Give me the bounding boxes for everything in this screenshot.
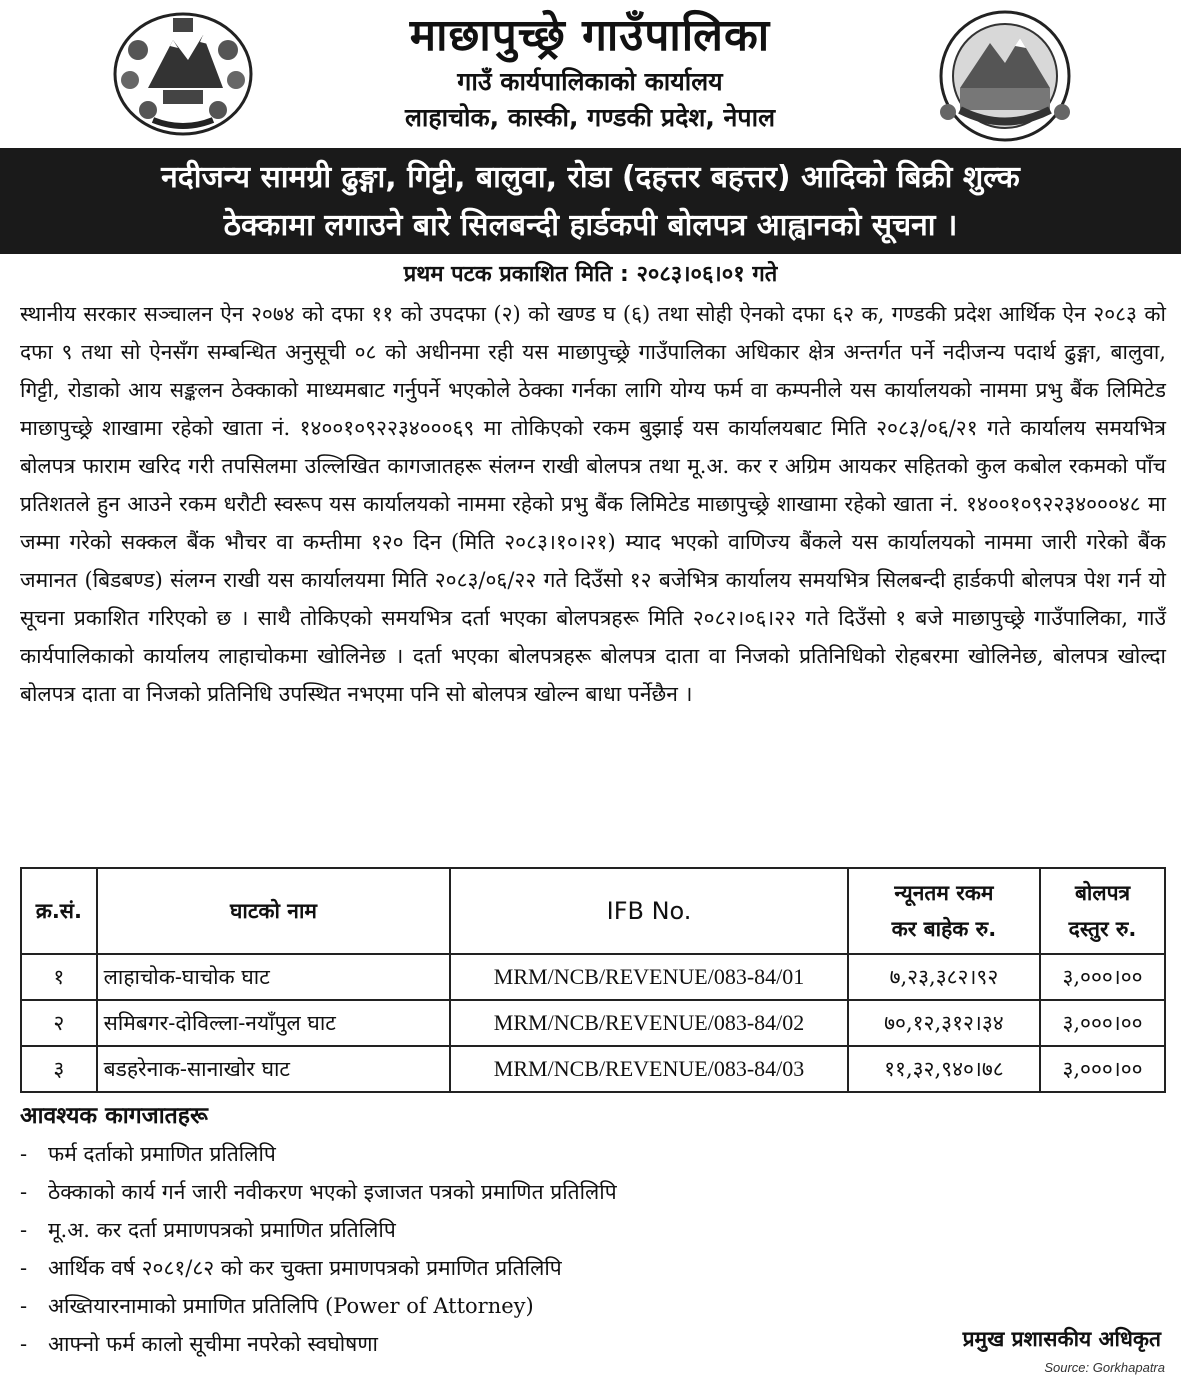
list-dash: - [20, 1294, 28, 1318]
notice-body-paragraph: स्थानीय सरकार सञ्चालन ऐन २०७४ को दफा ११ को उपदफा (२) को खण्ड घ (६) तथा सोही ऐनको दफा ६२ क, गण्डकी प्रदेश आर्थिक ऐन २०८३ को दफा ९ तथा सो ऐनसँग सम्बन्धित अनुसूची ०८ को अधीनमा रही यस माछापुच्छ्रे गाउँपालिका अधिकार क्षेत्र अन्तर्गत पर्ने नदीजन्य पदार्थ ढुङ्गा, बालुवा, गिट्टी, रोडाको आय सङ्कलन ठेक्काको माध्यमबाट गर्नुपर्ने भएकोले ठेक्का गर्नका लागि योग्य फर्म वा कम्पनीले यस कार्यालयको नाममा प्रभु बैंक लिमिटेड माछापुच्छ्रे शाखामा रहेको खाता नं. १४००१०९२२३४०००६९ मा तोकिएको रकम बुझाई यस कार्यालयबाट मिति २०८३/०६/२१ गते कार्यालय समयभित्र बोलपत्र फाराम खरिद गरी तपसिलमा उल्लिखित कागजातहरू संलग्न राखी बोलपत्र तथा मू.अ. कर र अग्रिम आयकर सहितको कुल कबोल रकमको पाँच प्रतिशतले हुन आउने रकम धरौटी स्वरूप यस कार्यालयको नाममा रहेको प्रभु बैंक लिमिटेड माछापुच्छ्रे शाखामा रहेको खाता नं. १४००१०९२२३४०००४८ मा जम्मा गरेको सक्कल बैंक भौचर वा कम्तीमा १२० दिन (मिति २०८३।१०।२१) म्याद भएको वाणिज्य बैंकले यस कार्यालयको नाममा जारी गरेको बैंक जमानत (बिडबण्ड) संलग्न राखी यस कार्यालयमा मिति २०८३/०६/२२ गते दिउँसो १२ बजेभित्र कार्यालय समयभित्र सिलबन्दी हार्डकपी बोलपत्र पेश गर्न यो सूचना प्रकाशित गरिएको छ । साथै तोकिएको समयभित्र दर्ता भएका बोलपत्रहरू मिति २०८२।०६।२२ गते दिउँसो १ बजे माछापुच्छ्रे गाउँपालिका, गाउँ कार्यपालिकाको कार्यालय लाहाचोकमा खोलिनेछ । दर्ता भएका बोलपत्रहरू बोलपत्र दाता वा निजको प्रतिनिधिको रोहबरमा खोलिनेछ, बोलपत्र खोल्दा बोलपत्र दाता वा निजको प्रतिनिधि उपस्थित नभएमा पनि सो बोलपत्र खोल्न बाधा पर्नेछैन । [20, 302, 1166, 706]
row-sn: ३ [21, 1046, 97, 1092]
document-item-text: अख्तियारनामाको प्रमाणित प्रतिलिपि (Power of Attorney) [48, 1294, 534, 1318]
list-dash: - [20, 1256, 28, 1280]
list-item [20, 1249, 1166, 1287]
notice-title-line-1: नदीजन्य सामग्री ढुङ्गा, गिट्टी, बालुवा, रोडा (दहत्तर बहत्तर) आदिको बिक्री शुल्क [161, 160, 1020, 195]
header-min-amount-line-1: न्यूनतम रकम [894, 881, 994, 905]
row-bid-fee: ३,०००।०० [1040, 1000, 1165, 1046]
table-row [21, 1046, 1165, 1092]
office-name: गाउँ कार्यपालिकाको कार्यालय [457, 67, 723, 96]
nepal-government-emblem-icon [108, 10, 258, 138]
row-min-amount: ७,२३,३८२।९२ [848, 954, 1040, 1000]
header-bid-fee [1040, 868, 1165, 954]
municipality-name: माछापुच्छ्रे गाउँपालिका [409, 10, 771, 61]
document-item-text: फर्म दर्ताको प्रमाणित प्रतिलिपि [48, 1142, 276, 1166]
row-ghat-name: बडहरेनाक-सानाखोर घाट [97, 1046, 451, 1092]
list-item [20, 1173, 1166, 1211]
header-ifb: IFB No. [450, 868, 847, 954]
row-bid-fee: ३,०००।०० [1040, 1046, 1165, 1092]
list-dash: - [20, 1332, 28, 1356]
row-min-amount: ७०,१२,३१२।३४ [848, 1000, 1040, 1046]
list-dash: - [20, 1142, 28, 1166]
header-min-amount-line-2: कर बाहेक रु. [891, 917, 997, 941]
row-min-amount: ११,३२,९४०।७८ [848, 1046, 1040, 1092]
notice-title-banner [0, 148, 1181, 254]
table-header-row [21, 868, 1165, 954]
notice-title-line-2: ठेक्कामा लगाउने बारे सिलबन्दी हार्डकपी बोलपत्र आह्वानको सूचना । [223, 208, 958, 243]
header-title-block [270, 8, 910, 136]
list-item [20, 1135, 1166, 1173]
published-date: प्रथम पटक प्रकाशित मिति : २०८३।०६।०१ गते [403, 262, 778, 287]
row-ifb: MRM/NCB/REVENUE/083-84/01 [450, 954, 847, 1000]
required-documents-title: आवश्यक कागजातहरू [20, 1103, 208, 1129]
notice-header [0, 0, 1181, 146]
document-item-text: आर्थिक वर्ष २०८१/८२ को कर चुक्ता प्रमाणपत्रको प्रमाणित प्रतिलिपि [48, 1256, 562, 1280]
list-dash: - [20, 1180, 28, 1204]
header-ghat-name: घाटको नाम [97, 868, 451, 954]
table-row [21, 1000, 1165, 1046]
document-item-text: मू.अ. कर दर्ता प्रमाणपत्रको प्रमाणित प्रतिलिपि [48, 1218, 396, 1242]
source-credit: Source: Gorkhapatra [1044, 1360, 1165, 1375]
document-item-text: आफ्नो फर्म कालो सूचीमा नपरेको स्वघोषणा [48, 1332, 378, 1356]
list-item [20, 1211, 1166, 1249]
row-ghat-name: समिबगर-दोविल्ला-नयाँपुल घाट [97, 1000, 451, 1046]
row-ghat-name: लाहाचोक-घाचोक घाट [97, 954, 451, 1000]
municipality-logo-icon [930, 8, 1080, 148]
row-sn: १ [21, 954, 97, 1000]
table-row [21, 954, 1165, 1000]
row-ifb: MRM/NCB/REVENUE/083-84/02 [450, 1000, 847, 1046]
header-min-amount [848, 868, 1040, 954]
header-bid-fee-line-1: बोलपत्र [1074, 881, 1131, 905]
list-item [20, 1287, 1166, 1325]
signatory-title: प्रमुख प्रशासकीय अधिकृत [962, 1327, 1161, 1351]
office-address: लाहाचोक, कास्की, गण्डकी प्रदेश, नेपाल [404, 103, 776, 132]
document-item-text: ठेक्काको कार्य गर्न जारी नवीकरण भएको इजाजत पत्रको प्रमाणित प्रतिलिपि [48, 1180, 617, 1204]
header-sn: क्र.सं. [21, 868, 97, 954]
row-ifb: MRM/NCB/REVENUE/083-84/03 [450, 1046, 847, 1092]
header-bid-fee-line-2: दस्तुर रु. [1068, 917, 1137, 941]
list-dash: - [20, 1218, 28, 1242]
row-sn: २ [21, 1000, 97, 1046]
ghat-table [20, 867, 1166, 1093]
row-bid-fee: ३,०००।०० [1040, 954, 1165, 1000]
